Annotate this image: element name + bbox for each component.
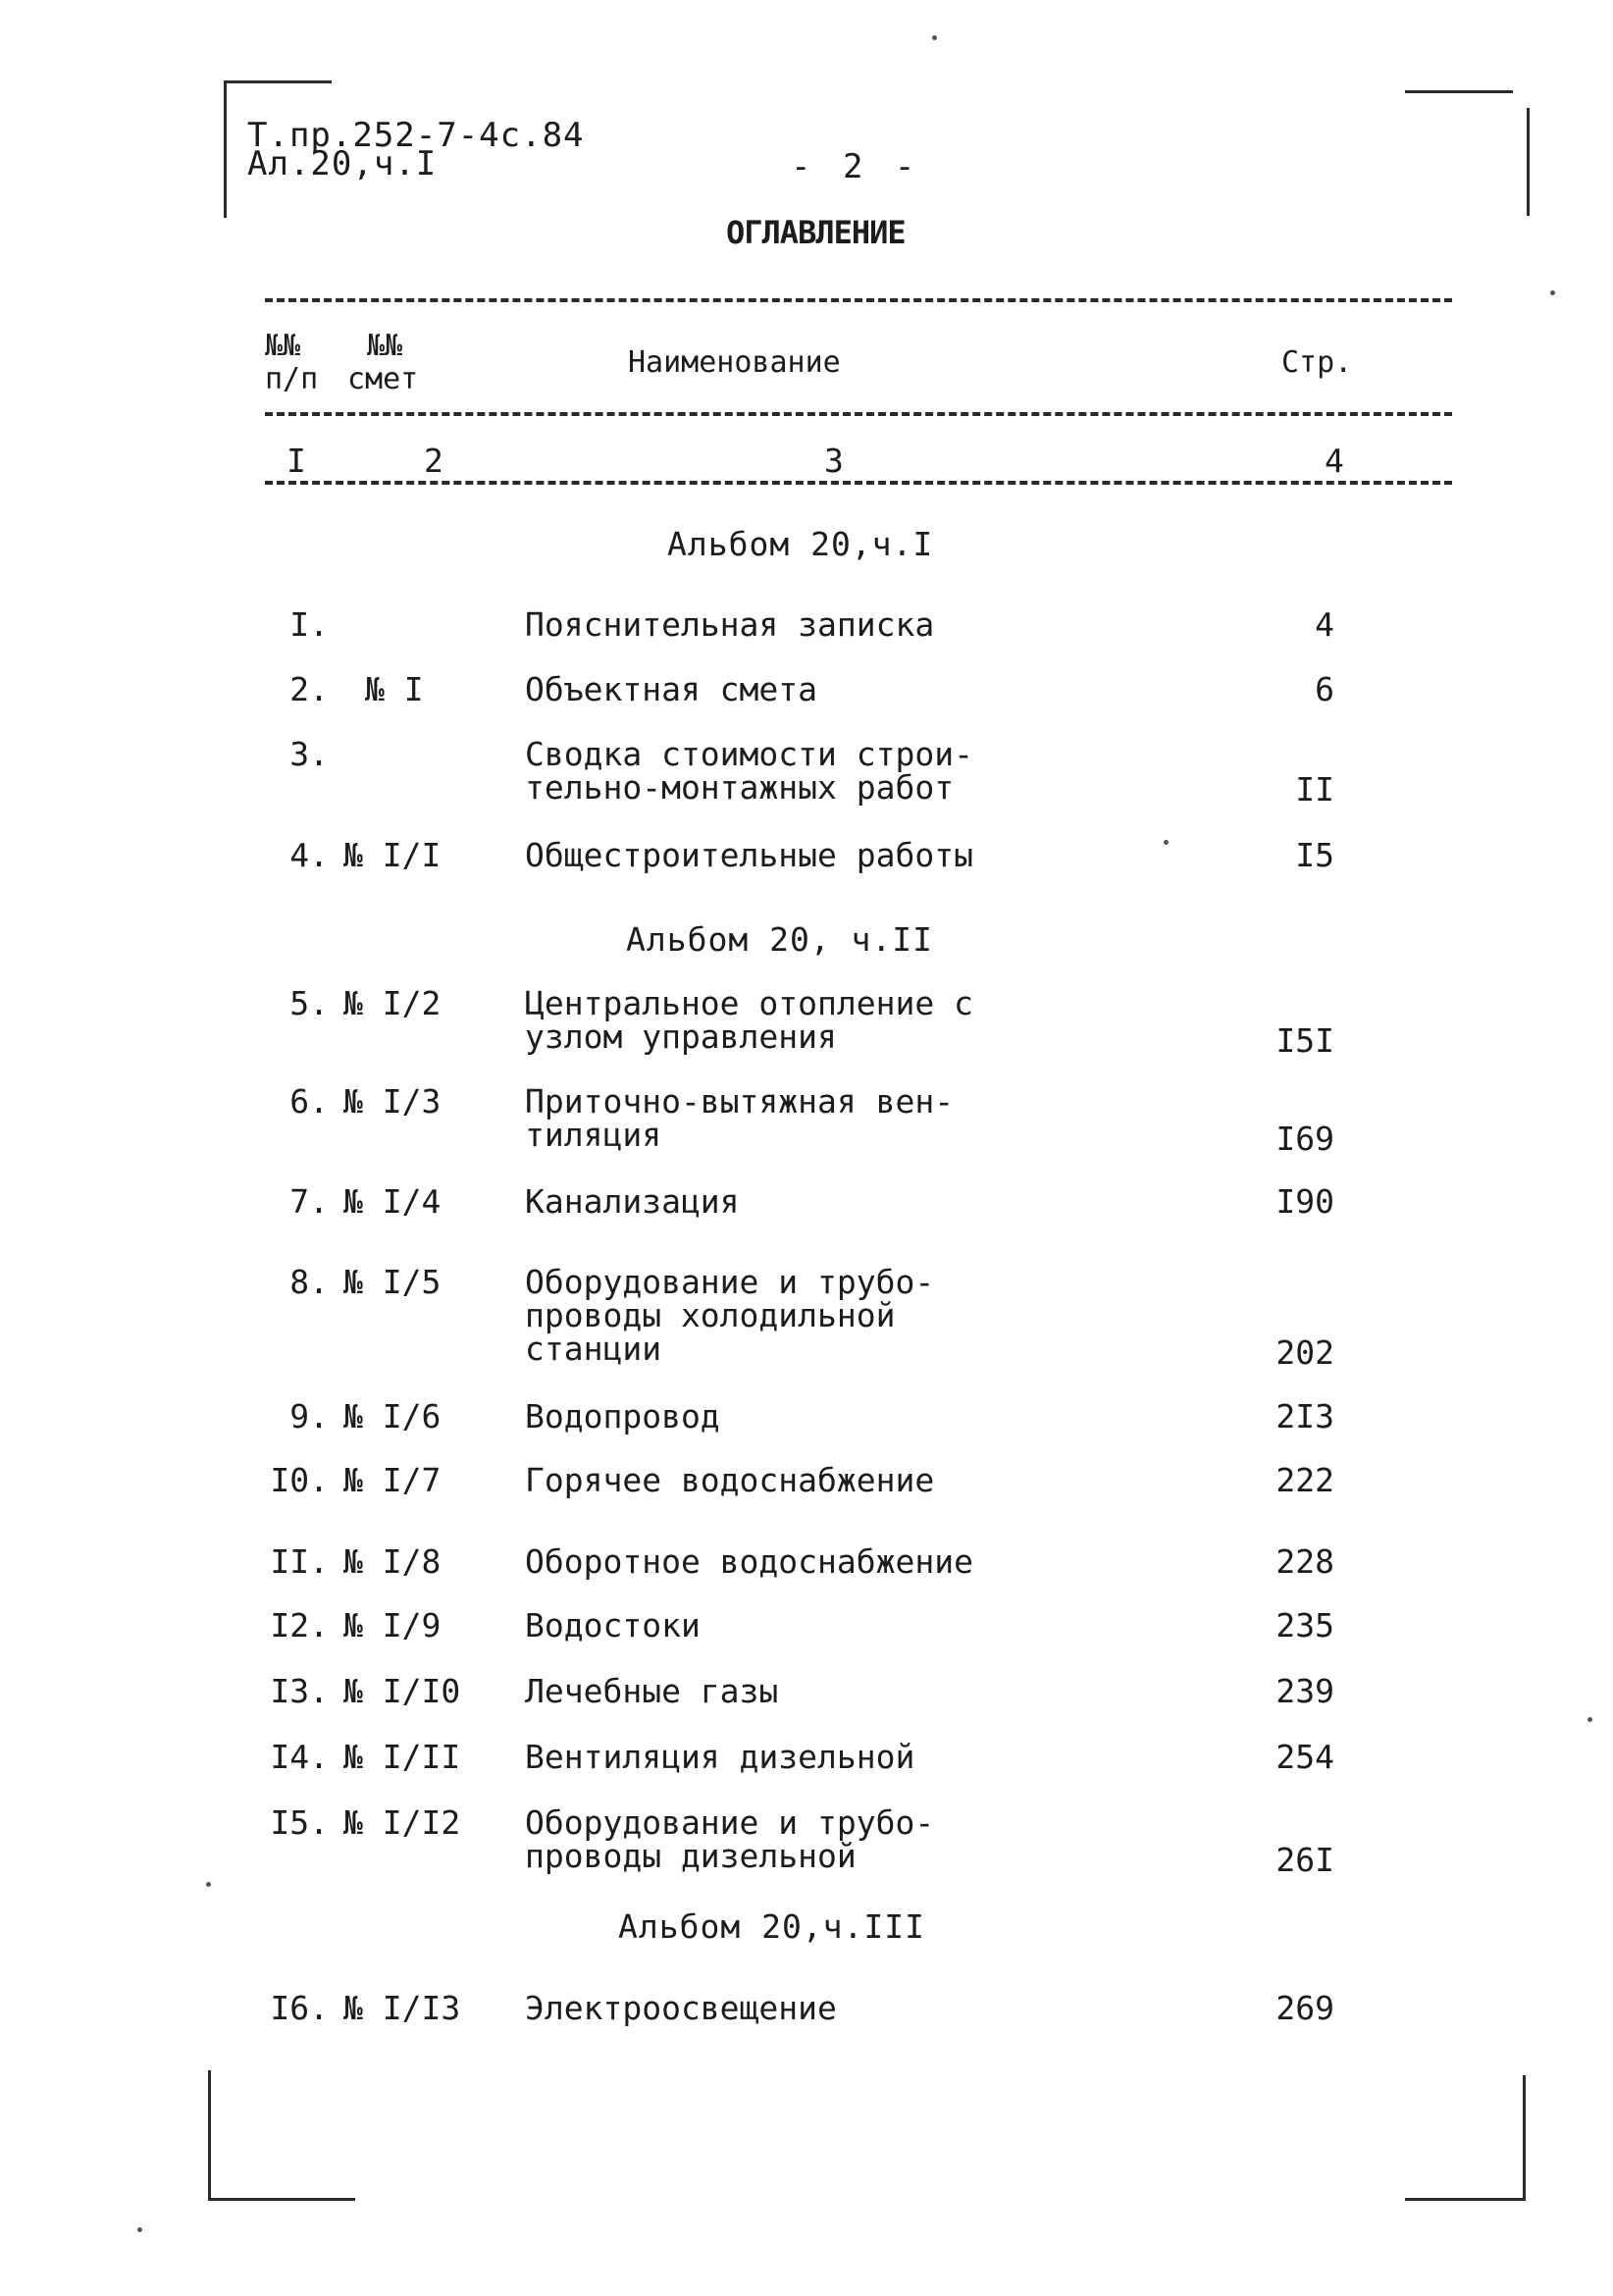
entry-number: 8. xyxy=(289,1263,329,1301)
entry-page: II xyxy=(1295,770,1334,809)
col-page-header: Стр. xyxy=(1281,345,1353,380)
toc-entry xyxy=(0,1989,1613,2027)
entry-name: Объектная смета xyxy=(525,670,818,708)
entry-estimate: № I/3 xyxy=(343,1082,442,1121)
entry-estimate: № I/I2 xyxy=(343,1803,461,1842)
entry-number: 6. xyxy=(289,1082,329,1121)
entry-estimate: № I/9 xyxy=(343,1606,442,1644)
entry-number: 2. xyxy=(289,670,329,708)
frame-bottom-left-vertical xyxy=(208,2070,211,2198)
scan-speck xyxy=(206,1882,211,1887)
entry-page: 239 xyxy=(1275,1672,1334,1710)
entry-estimate: № I/4 xyxy=(343,1182,442,1221)
entry-name: Общестроительные работы xyxy=(525,836,973,874)
frame-top-left-vertical xyxy=(224,80,227,218)
toc-entry xyxy=(0,1082,1613,1158)
entry-name: Канализация xyxy=(525,1182,740,1221)
page-number: - 2 - xyxy=(791,147,921,186)
entry-name: Приточно-вытяжная вен- тиляция xyxy=(525,1082,955,1154)
entry-estimate: № I/2 xyxy=(343,984,442,1022)
entry-estimate: № I/I0 xyxy=(343,1672,461,1710)
header-top-rule xyxy=(265,298,1452,302)
toc-entry xyxy=(0,670,1613,708)
toc-entry xyxy=(0,1542,1613,1581)
document-code: Т.пр.252-7-4с.84 xyxy=(247,116,585,155)
col-name-header: Наименование xyxy=(628,345,841,380)
entry-name: Электроосвещение xyxy=(525,1989,837,2027)
entry-number: 7. xyxy=(289,1182,329,1221)
frame-top-right-horizontal xyxy=(1405,90,1513,93)
toc-entry xyxy=(0,1738,1613,1776)
toc-entry xyxy=(0,735,1613,809)
entry-name: Пояснительная записка xyxy=(525,605,935,644)
entry-number: I2. xyxy=(270,1606,329,1644)
toc-entry xyxy=(0,984,1613,1060)
entry-name: Лечебные газы xyxy=(525,1672,779,1710)
entry-estimate: № I/I3 xyxy=(343,1989,461,2027)
entry-number: I5. xyxy=(270,1803,329,1842)
entry-estimate: № I/7 xyxy=(343,1461,442,1499)
col-estimate-header-line2: смет xyxy=(347,362,419,396)
entry-estimate: № I/5 xyxy=(343,1263,442,1301)
album-heading-part1: Альбом 20,ч.I xyxy=(667,525,934,563)
column-number-3: 3 xyxy=(824,442,844,480)
toc-entry xyxy=(0,1182,1613,1221)
frame-bottom-right-horizontal xyxy=(1405,2198,1526,2201)
entry-page: 2I3 xyxy=(1275,1397,1334,1435)
column-number-4: 4 xyxy=(1325,442,1344,480)
entry-number: 5. xyxy=(289,984,329,1022)
entry-estimate: № I/8 xyxy=(343,1542,442,1581)
toc-entry xyxy=(0,1263,1613,1372)
entry-name: Оборотное водоснабжение xyxy=(525,1542,973,1581)
entry-name: Оборудование и трубо- проводы дизельной xyxy=(525,1803,935,1875)
frame-bottom-right-vertical xyxy=(1523,2075,1526,2198)
frame-top-right-vertical xyxy=(1527,108,1530,216)
entry-name: Водостоки xyxy=(525,1606,701,1644)
toc-entry xyxy=(0,1606,1613,1644)
entry-number: I. xyxy=(289,605,329,644)
toc-entry xyxy=(0,1672,1613,1710)
entry-number: I4. xyxy=(270,1738,329,1776)
entry-page: I5 xyxy=(1295,836,1334,874)
frame-bottom-left-horizontal xyxy=(208,2198,355,2201)
entry-name: Оборудование и трубо- проводы холодильной станции xyxy=(525,1263,935,1368)
entry-number: I6. xyxy=(270,1989,329,2027)
entry-name: Водопровод xyxy=(525,1397,720,1435)
col-number-header-line2: п/п xyxy=(265,362,319,396)
entry-page: 228 xyxy=(1275,1542,1334,1581)
toc-entry xyxy=(0,1803,1613,1879)
toc-entry xyxy=(0,836,1613,874)
toc-entry xyxy=(0,605,1613,644)
entry-estimate: № I/6 xyxy=(343,1397,442,1435)
header-bottom-rule xyxy=(265,481,1452,485)
scan-speck xyxy=(137,2227,142,2232)
entry-name: Горячее водоснабжение xyxy=(525,1461,935,1499)
scan-speck xyxy=(1587,1717,1592,1722)
entry-number: 4. xyxy=(289,836,329,874)
header-middle-rule xyxy=(265,412,1452,416)
entry-number: 3. xyxy=(289,735,329,773)
entry-page: 235 xyxy=(1275,1606,1334,1644)
entry-estimate: № I/I xyxy=(343,836,442,874)
scan-speck xyxy=(1550,290,1555,295)
entry-page: 202 xyxy=(1275,1333,1334,1372)
scan-speck xyxy=(932,35,937,40)
entry-page: 6 xyxy=(1315,670,1334,708)
page-title: ОГЛАВЛЕНИЕ xyxy=(726,214,906,251)
col-estimate-header-line1: №№ xyxy=(367,329,403,363)
scan-speck xyxy=(1164,840,1169,845)
col-number-header-line1: №№ xyxy=(265,329,301,363)
entry-number: I3. xyxy=(270,1672,329,1710)
toc-entry xyxy=(0,1461,1613,1499)
entry-estimate: № I/II xyxy=(343,1738,461,1776)
toc-entry xyxy=(0,1397,1613,1435)
album-heading-part2: Альбом 20, ч.II xyxy=(626,920,934,959)
entry-page: I5I xyxy=(1275,1021,1334,1060)
entry-number: II. xyxy=(270,1542,329,1581)
entry-number: I0. xyxy=(270,1461,329,1499)
entry-number: 9. xyxy=(289,1397,329,1435)
column-number-2: 2 xyxy=(424,442,443,480)
column-number-1: I xyxy=(286,442,306,480)
entry-page: 254 xyxy=(1275,1738,1334,1776)
album-reference: Ал.20,ч.I xyxy=(247,144,438,183)
entry-name: Сводка стоимости строи- тельно-монтажных работ xyxy=(525,735,973,807)
entry-estimate: № I xyxy=(365,670,424,708)
entry-name: Вентиляция дизельной xyxy=(525,1738,915,1776)
album-heading-part3: Альбом 20,ч.III xyxy=(618,1907,926,1946)
frame-top-left-horizontal xyxy=(224,80,332,83)
entry-page: 269 xyxy=(1275,1989,1334,2027)
entry-name: Центральное отопление с узлом управления xyxy=(525,984,973,1056)
entry-page: I90 xyxy=(1275,1182,1334,1221)
entry-page: 4 xyxy=(1315,605,1334,644)
entry-page: 222 xyxy=(1275,1461,1334,1499)
entry-page: 26I xyxy=(1275,1841,1334,1879)
entry-page: I69 xyxy=(1275,1120,1334,1158)
